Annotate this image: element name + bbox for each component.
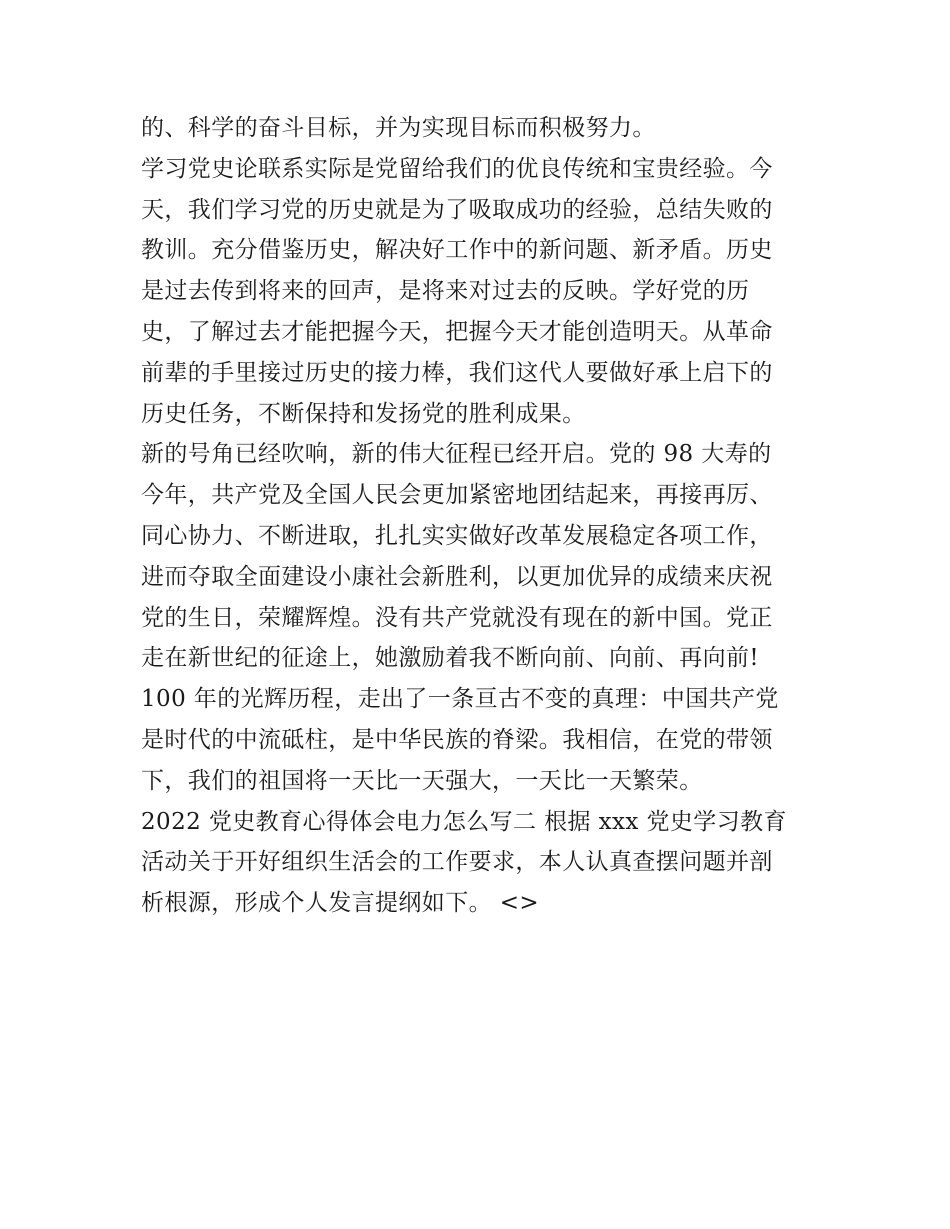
text-line: 同心协力、不断进取，扎扎实实做好改革发展稳定各项工作， bbox=[141, 522, 773, 549]
text-line: 是时代的中流砥柱，是中华民族的脊梁。我相信，在党的带领 bbox=[141, 726, 773, 753]
text-line: 2022 党史教育心得体会电力怎么写二 根据 xxx 党史学习教育 bbox=[141, 808, 787, 835]
text-line: 前辈的手里接过历史的接力棒，我们这代人要做好承上启下的 bbox=[141, 359, 773, 386]
text-line: 下，我们的祖国将一天比一天强大，一天比一天繁荣。 bbox=[141, 767, 703, 794]
text-line: 新的号角已经吹响，新的伟大征程已经开启。党的 98 大寿的 bbox=[141, 441, 772, 468]
text-line: 走在新世纪的征途上，她激励着我不断向前、向前、再向前! bbox=[141, 645, 760, 672]
text-line: 党的生日，荣耀辉煌。没有共产党就没有现在的新中国。党正 bbox=[141, 604, 773, 631]
text-line: 教训。充分借鉴历史，解决好工作中的新问题、新矛盾。历史 bbox=[141, 237, 773, 264]
document-body bbox=[141, 108, 813, 924]
text-line: 析根源，形成个人发言提纲如下。 <> bbox=[141, 890, 540, 917]
text-line: 今年，共产党及全国人民会更加紧密地团结起来，再接再厉、 bbox=[141, 482, 773, 509]
text-line: 进而夺取全面建设小康社会新胜利，以更加优异的成绩来庆祝 bbox=[141, 563, 773, 590]
text-line: 活动关于开好组织生活会的工作要求，本人认真查摆问题并剖 bbox=[141, 849, 773, 876]
text-line: 历史任务，不断保持和发扬党的胜利成果。 bbox=[141, 400, 586, 427]
text-line: 的、科学的奋斗目标，并为实现目标而积极努力。 bbox=[141, 115, 656, 141]
text-line: 是过去传到将来的回声，是将来对过去的反映。学好党的历 bbox=[141, 278, 750, 305]
text-line: 天，我们学习党的历史就是为了吸取成功的经验，总结失败的 bbox=[141, 196, 773, 223]
text-line: 100 年的光辉历程，走出了一条亘古不变的真理：中国共产党 bbox=[141, 686, 779, 713]
text-line: 史，了解过去才能把握今天，把握今天才能创造明天。从革命 bbox=[141, 318, 773, 345]
text-line: 学习党史论联系实际是党留给我们的优良传统和宝贵经验。今 bbox=[141, 155, 773, 182]
